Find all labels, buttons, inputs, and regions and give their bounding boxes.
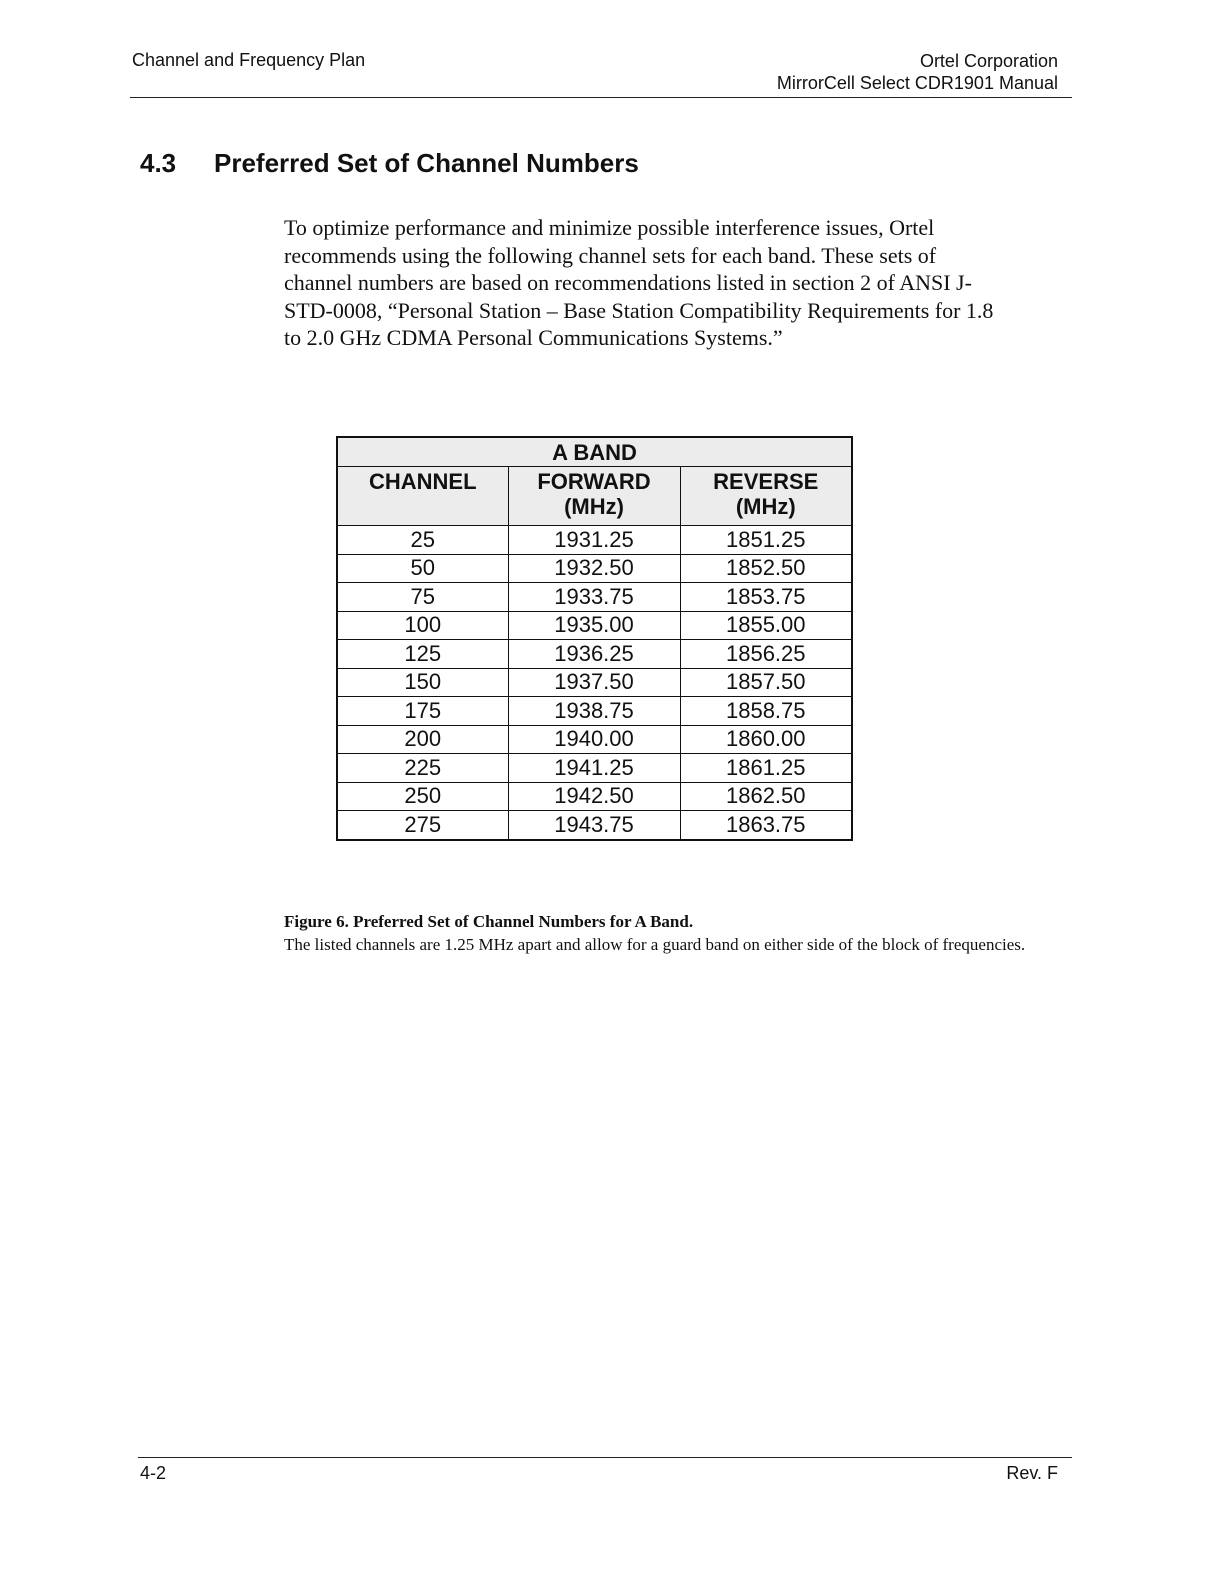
intro-line: recommends using the following channel sets for each band. These sets of bbox=[284, 242, 937, 268]
table-row bbox=[337, 554, 852, 583]
column-header-channel bbox=[337, 467, 508, 526]
cell-reverse: 1861.25 bbox=[680, 754, 852, 783]
cell-channel: 250 bbox=[337, 782, 508, 811]
cell-forward: 1943.75 bbox=[508, 811, 680, 840]
cell-forward: 1936.25 bbox=[508, 640, 680, 669]
revision-label: Rev. F bbox=[1006, 1463, 1058, 1483]
cell-channel: 125 bbox=[337, 640, 508, 669]
section-heading bbox=[140, 148, 639, 179]
table-row bbox=[337, 640, 852, 669]
column-header-reverse bbox=[680, 467, 852, 526]
header-chapter-title: Channel and Frequency Plan bbox=[132, 50, 366, 70]
column-header-forward bbox=[508, 467, 680, 526]
table-row bbox=[337, 697, 852, 726]
cell-channel: 50 bbox=[337, 554, 508, 583]
cell-forward: 1932.50 bbox=[508, 554, 680, 583]
intro-paragraph bbox=[284, 214, 1064, 352]
table-row bbox=[337, 668, 852, 697]
cell-reverse: 1862.50 bbox=[680, 782, 852, 811]
table-title: A BAND bbox=[337, 437, 852, 467]
cell-channel: 75 bbox=[337, 583, 508, 612]
figure-caption-title: Figure 6. Preferred Set of Channel Numbers for A Band. bbox=[284, 912, 694, 931]
cell-forward: 1931.25 bbox=[508, 526, 680, 555]
figure-caption bbox=[284, 910, 1064, 956]
cell-reverse: 1860.00 bbox=[680, 725, 852, 754]
column-header-label: CHANNEL bbox=[368, 469, 477, 494]
cell-forward: 1937.50 bbox=[508, 668, 680, 697]
cell-forward: 1942.50 bbox=[508, 782, 680, 811]
cell-channel: 200 bbox=[337, 725, 508, 754]
channel-table bbox=[336, 436, 853, 841]
cell-reverse: 1857.50 bbox=[680, 668, 852, 697]
table-row bbox=[337, 754, 852, 783]
cell-channel: 225 bbox=[337, 754, 508, 783]
table-row bbox=[337, 526, 852, 555]
column-header-unit: (MHz) bbox=[735, 494, 796, 519]
column-header-label: FORWARD bbox=[537, 469, 651, 494]
cell-reverse: 1855.00 bbox=[680, 611, 852, 640]
intro-line: To optimize performance and minimize possible interference issues, Ortel bbox=[284, 215, 935, 240]
section-title: Preferred Set of Channel Numbers bbox=[214, 148, 639, 178]
section-number: 4.3 bbox=[140, 148, 177, 178]
cell-channel: 275 bbox=[337, 811, 508, 840]
cell-forward: 1940.00 bbox=[508, 725, 680, 754]
footer-rule bbox=[138, 1457, 1072, 1458]
cell-reverse: 1851.25 bbox=[680, 526, 852, 555]
cell-channel: 175 bbox=[337, 697, 508, 726]
cell-reverse: 1853.75 bbox=[680, 583, 852, 612]
header-publisher bbox=[777, 50, 1058, 94]
intro-line: channel numbers are based on recommendations listed in section 2 of ANSI J- bbox=[284, 270, 972, 295]
header-rule bbox=[130, 97, 1072, 98]
table-row bbox=[337, 611, 852, 640]
cell-channel: 25 bbox=[337, 526, 508, 555]
cell-reverse: 1863.75 bbox=[680, 811, 852, 840]
intro-line: STD-0008, “Personal Station – Base Station Compatibility Requirements for 1.8 bbox=[284, 297, 994, 323]
figure-caption-text: The listed channels are 1.25 MHz apart and allow for a guard band on either side of the block of frequencies. bbox=[284, 935, 1026, 954]
column-header-label: REVERSE bbox=[713, 469, 819, 494]
cell-reverse: 1858.75 bbox=[680, 697, 852, 726]
cell-reverse: 1856.25 bbox=[680, 640, 852, 669]
table-row bbox=[337, 725, 852, 754]
header-manual-title: MirrorCell Select CDR1901 Manual bbox=[776, 73, 1058, 93]
intro-line: to 2.0 GHz CDMA Personal Communications Systems.” bbox=[284, 325, 783, 350]
cell-forward: 1941.25 bbox=[508, 754, 680, 783]
table-row bbox=[337, 583, 852, 612]
cell-channel: 150 bbox=[337, 668, 508, 697]
column-header-unit: (MHz) bbox=[564, 494, 624, 519]
cell-reverse: 1852.50 bbox=[680, 554, 852, 583]
page-number: 4-2 bbox=[140, 1463, 167, 1483]
cell-channel: 100 bbox=[337, 611, 508, 640]
table-row bbox=[337, 782, 852, 811]
table-row bbox=[337, 811, 852, 840]
cell-forward: 1933.75 bbox=[508, 583, 680, 612]
cell-forward: 1938.75 bbox=[508, 697, 680, 726]
header-company: Ortel Corporation bbox=[919, 51, 1058, 71]
cell-forward: 1935.00 bbox=[508, 611, 680, 640]
